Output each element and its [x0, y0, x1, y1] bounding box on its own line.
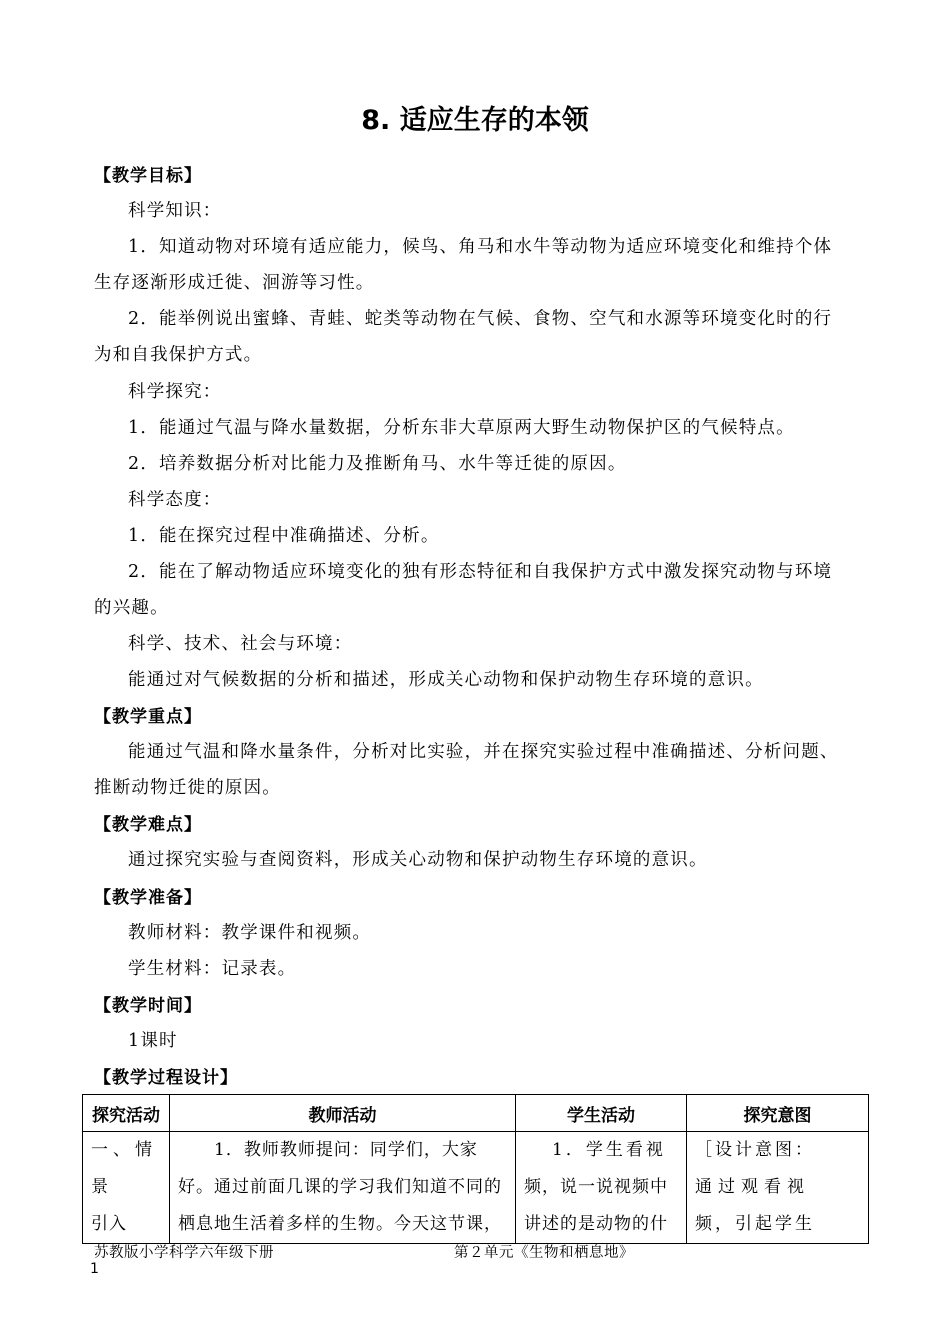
cell-teacher [170, 1132, 516, 1244]
cell-intent [687, 1132, 869, 1244]
stse-label: 科学、技术、社会与环境： [128, 634, 353, 654]
teacher-materials: 教师材料：教学课件和视频。 [128, 923, 372, 943]
cell-line: ［设计意图： [695, 1140, 815, 1160]
section-heading-goals: 【教学目标】 [94, 166, 202, 186]
cell-line: 好。通过前面几课的学习我们知道不同的 [178, 1177, 502, 1197]
process-table [82, 1094, 869, 1244]
inquiry-item-2: 2．培养数据分析对比能力及推断角马、水牛等迁徙的原因。 [128, 454, 627, 474]
header-teacher: 教师活动 [170, 1095, 516, 1132]
cell-line: 引入 [91, 1214, 127, 1234]
cell-line: 栖息地生活着多样的生物。今天这节课， [178, 1214, 502, 1234]
cell-line: 讲述的是动物的什 [524, 1214, 668, 1234]
page-title: 8. 适应生存的本领 [361, 105, 589, 136]
attitude-item-2-cont: 的兴趣。 [94, 598, 169, 618]
knowledge-item-1-cont: 生存逐渐形成迁徙、洄游等习性。 [94, 273, 375, 293]
cell-line: 频，引起学生 [695, 1214, 815, 1234]
section-heading-difficulties: 【教学难点】 [94, 815, 202, 835]
inquiry-item-1: 1．能通过气温与降水量数据，分析东非大草原两大野生动物保护区的气候特点。 [128, 418, 795, 438]
cell-line: 频，说一说视频中 [524, 1177, 668, 1197]
header-student: 学生活动 [516, 1095, 687, 1132]
cell-line: 1．教师教师提问：同学们，大家 [214, 1140, 478, 1160]
section-heading-process: 【教学过程设计】 [94, 1068, 238, 1088]
footer-book-title: 苏教版小学科学六年级下册 [94, 1245, 274, 1261]
table-header-row [83, 1095, 869, 1132]
knowledge-item-2-cont: 为和自我保护方式。 [94, 345, 263, 365]
knowledge-item-1: 1．知道动物对环境有适应能力，候鸟、角马和水牛等动物为适应环境变化和维持个体 [128, 237, 833, 257]
difficulties-line: 通过探究实验与查阅资料，形成关心动物和保护动物生存环境的意识。 [128, 850, 708, 870]
attitude-item-1: 1．能在探究过程中准确描述、分析。 [128, 526, 440, 546]
attitude-item-2: 2．能在了解动物适应环境变化的独有形态特征和自我保护方式中激发探究动物与环境 [128, 562, 833, 582]
stse-item-1: 能通过对气候数据的分析和描述，形成关心动物和保护动物生存环境的意识。 [128, 670, 764, 690]
table-row [83, 1132, 869, 1244]
cell-line: 一、情景 [91, 1140, 157, 1197]
cell-line: 通过观看视 [695, 1177, 810, 1197]
lesson-duration: 1课时 [128, 1031, 178, 1051]
attitude-label: 科学态度： [128, 490, 222, 510]
section-heading-key-points: 【教学重点】 [94, 707, 202, 727]
student-materials: 学生材料：记录表。 [128, 959, 297, 979]
knowledge-item-2: 2．能举例说出蜜蜂、青蛙、蛇类等动物在气候、食物、空气和水源等环境变化时的行 [128, 309, 833, 329]
inquiry-label: 科学探究： [128, 382, 222, 402]
footer-unit-title: 第２单元《生物和栖息地》 [454, 1245, 634, 1261]
knowledge-label: 科学知识： [128, 201, 222, 221]
cell-activity [83, 1132, 170, 1244]
key-points-line-cont: 推断动物迁徙的原因。 [94, 778, 281, 798]
key-points-line: 能通过气温和降水量条件，分析对比实验，并在探究实验过程中准确描述、分析问题、 [128, 742, 839, 762]
section-heading-preparation: 【教学准备】 [94, 888, 202, 908]
cell-line: 1．学生看视 [552, 1140, 666, 1160]
header-activity: 探究活动 [83, 1095, 170, 1132]
cell-student [516, 1132, 687, 1244]
page-number: 1 [90, 1261, 99, 1277]
section-heading-time: 【教学时间】 [94, 996, 202, 1016]
header-intent: 探究意图 [687, 1095, 869, 1132]
